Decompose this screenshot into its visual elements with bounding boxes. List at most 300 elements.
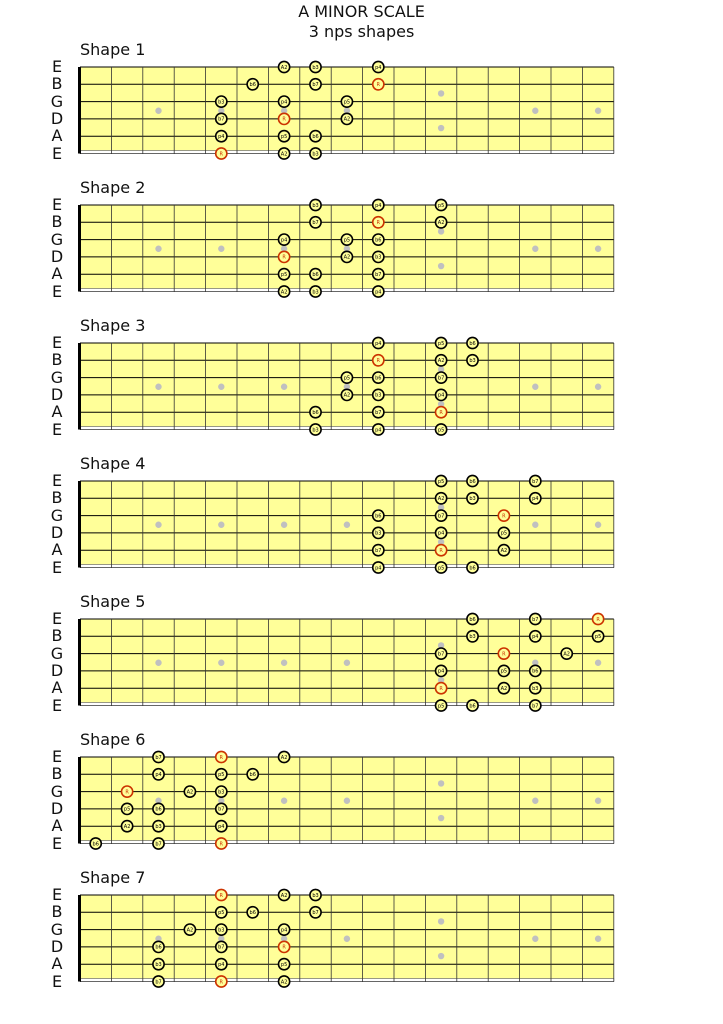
note-label: p4 — [375, 427, 382, 434]
note-label: b3 — [312, 64, 319, 71]
note-label: p4 — [375, 565, 382, 572]
note-marker — [341, 372, 352, 383]
note-marker — [279, 61, 290, 72]
inlay-dot — [155, 246, 161, 252]
note-marker — [436, 337, 447, 348]
string-label: A — [51, 264, 63, 284]
fretboard-edge — [80, 289, 614, 292]
inlay-dot — [532, 936, 538, 942]
nut — [78, 343, 81, 430]
string-label: E — [51, 281, 63, 301]
note-label: b6 — [469, 703, 476, 710]
note-marker — [373, 389, 384, 400]
note-label: b7 — [437, 651, 445, 658]
note-label: b3 — [469, 634, 476, 641]
note-label: R — [125, 789, 129, 796]
string-label: G — [50, 919, 64, 939]
note-label: p4 — [280, 237, 288, 244]
note-marker — [341, 96, 352, 107]
string-label: D — [50, 384, 64, 404]
note-marker — [373, 372, 384, 383]
note-marker — [498, 683, 509, 694]
note-label: A2 — [437, 220, 445, 227]
note-label: A2 — [186, 927, 194, 934]
note-marker — [373, 562, 384, 573]
note-marker — [436, 355, 447, 366]
note-marker — [436, 493, 447, 504]
note-marker — [247, 79, 258, 90]
note-marker — [184, 786, 195, 797]
note-label: A2 — [280, 754, 288, 761]
note-label: b7 — [375, 548, 382, 554]
note-label: R — [219, 979, 224, 986]
note-marker — [467, 355, 478, 366]
note-marker — [341, 113, 352, 124]
string-label: B — [51, 74, 63, 94]
inlay-dot — [438, 228, 444, 234]
string-label: D — [50, 936, 64, 956]
string-label: E — [51, 143, 63, 163]
fretboard-shape-1 — [78, 61, 614, 159]
note-label: R — [282, 944, 286, 951]
root-note-marker — [593, 613, 604, 624]
note-label: b7 — [155, 754, 162, 761]
inlay-dot — [532, 798, 538, 804]
note-label: p5 — [218, 772, 225, 779]
note-marker — [310, 907, 321, 918]
note-label: b3 — [312, 202, 319, 209]
note-marker — [467, 337, 478, 348]
note-marker — [373, 251, 384, 262]
note-marker — [153, 941, 164, 952]
note-label: p4 — [218, 824, 225, 830]
note-marker — [216, 959, 227, 970]
inlay-dot — [595, 108, 601, 114]
note-marker — [216, 113, 227, 124]
note-label: b3 — [155, 962, 162, 968]
note-marker — [341, 251, 352, 262]
string-label: D — [50, 108, 64, 128]
note-label: b6 — [249, 910, 256, 917]
note-label: R — [376, 82, 381, 89]
note-label: p4 — [218, 134, 225, 140]
note-label: p5 — [343, 99, 351, 106]
note-label: p5 — [437, 340, 445, 347]
note-marker — [530, 665, 541, 676]
string-label: E — [51, 57, 63, 76]
note-label: R — [502, 513, 506, 520]
string-label: G — [50, 367, 64, 387]
note-marker — [498, 527, 509, 538]
note-marker — [310, 199, 321, 210]
note-marker — [216, 96, 227, 107]
shape-title: Shape 5 — [80, 592, 146, 611]
root-note-marker — [498, 648, 509, 659]
note-label: b3 — [218, 927, 225, 934]
note-marker — [310, 148, 321, 159]
note-label: b7 — [218, 116, 225, 123]
note-marker — [436, 372, 447, 383]
note-label: p5 — [437, 703, 445, 710]
inlay-dot — [595, 384, 601, 390]
note-marker — [122, 803, 133, 814]
note-marker — [153, 976, 164, 987]
note-marker — [593, 631, 604, 642]
note-label: p5 — [280, 962, 288, 968]
note-marker — [467, 493, 478, 504]
note-marker — [310, 407, 321, 418]
note-label: b7 — [312, 82, 319, 89]
note-label: b6 — [92, 841, 99, 848]
inlay-dot — [281, 660, 287, 666]
string-label: G — [50, 91, 64, 111]
note-label: b6 — [155, 944, 162, 951]
note-label: b3 — [375, 530, 382, 537]
shape-title: Shape 3 — [80, 316, 146, 335]
inlay-dot — [438, 263, 444, 269]
fretboard-shape-3 — [78, 337, 614, 435]
note-marker — [310, 131, 321, 142]
note-marker — [373, 527, 384, 538]
string-label: D — [50, 798, 64, 818]
inlay-dot — [344, 936, 350, 942]
note-label: p5 — [437, 427, 445, 434]
string-label: D — [50, 246, 64, 266]
note-label: b3 — [469, 358, 476, 365]
note-label: p4 — [437, 530, 445, 537]
note-marker — [310, 269, 321, 280]
note-label: b7 — [155, 841, 162, 848]
note-label: p4 — [532, 634, 539, 641]
string-label: A — [51, 540, 63, 560]
note-marker — [279, 131, 290, 142]
string-label: E — [51, 419, 63, 439]
note-label: R — [219, 754, 224, 761]
note-marker — [310, 61, 321, 72]
note-label: b7 — [218, 806, 225, 813]
string-label: E — [51, 195, 63, 214]
inlay-dot — [532, 108, 538, 114]
note-marker — [373, 199, 384, 210]
inlay-dot — [281, 522, 287, 528]
note-label: p5 — [343, 375, 351, 382]
note-label: b7 — [532, 703, 539, 710]
shape-title: Shape 4 — [80, 454, 146, 473]
note-label: A2 — [280, 64, 288, 71]
note-marker — [373, 286, 384, 297]
note-label: R — [219, 892, 224, 899]
note-label: p5 — [280, 134, 288, 140]
inlay-dot — [218, 246, 224, 252]
note-label: b6 — [469, 478, 476, 485]
note-label: A2 — [186, 789, 194, 796]
note-label: b3 — [218, 789, 225, 796]
inlay-dot — [155, 384, 161, 390]
note-marker — [279, 976, 290, 987]
inlay-dot — [344, 660, 350, 666]
page-subtitle: 3 nps shapes — [308, 22, 415, 41]
note-label: A2 — [343, 254, 351, 261]
fretboard-edge — [80, 565, 614, 568]
inlay-dot — [595, 246, 601, 252]
inlay-dot — [532, 384, 538, 390]
string-label: E — [51, 971, 63, 991]
note-marker — [436, 424, 447, 435]
note-label: b7 — [375, 410, 382, 416]
string-label: E — [51, 747, 63, 766]
string-label: B — [51, 626, 63, 646]
note-marker — [436, 389, 447, 400]
note-label: p4 — [375, 64, 382, 71]
note-marker — [216, 924, 227, 935]
note-label: A2 — [280, 151, 288, 158]
note-label: p4 — [437, 668, 445, 675]
root-note-marker — [373, 355, 384, 366]
note-marker — [310, 286, 321, 297]
note-marker — [279, 148, 290, 159]
note-label: b6 — [312, 134, 319, 140]
string-label: B — [51, 902, 63, 922]
string-label: B — [51, 764, 63, 784]
note-label: b6 — [312, 272, 319, 278]
note-label: p4 — [375, 202, 382, 209]
note-label: p4 — [218, 962, 225, 968]
note-marker — [373, 234, 384, 245]
note-label: b7 — [437, 375, 445, 382]
note-marker — [373, 424, 384, 435]
note-label: b7 — [532, 478, 539, 485]
note-label: b7 — [312, 220, 319, 227]
string-label: D — [50, 522, 64, 542]
note-label: R — [596, 616, 600, 623]
note-marker — [216, 803, 227, 814]
note-label: p4 — [375, 289, 382, 296]
note-marker — [467, 562, 478, 573]
string-label: E — [51, 471, 63, 490]
note-marker — [341, 389, 352, 400]
note-label: b3 — [532, 686, 539, 692]
note-marker — [530, 475, 541, 486]
note-marker — [373, 269, 384, 280]
note-marker — [373, 337, 384, 348]
note-marker — [279, 959, 290, 970]
note-marker — [279, 924, 290, 935]
note-label: p5 — [500, 668, 508, 675]
note-label: b3 — [375, 254, 382, 261]
nut — [78, 757, 81, 844]
note-label: p5 — [437, 202, 445, 209]
inlay-dot — [218, 384, 224, 390]
note-label: b7 — [437, 513, 445, 520]
string-label: A — [51, 402, 63, 422]
shape-title: Shape 2 — [80, 178, 146, 197]
note-label: b3 — [218, 99, 225, 106]
note-marker — [216, 941, 227, 952]
nut — [78, 481, 81, 568]
note-label: p4 — [375, 340, 382, 347]
nut — [78, 619, 81, 706]
note-label: b6 — [249, 82, 256, 89]
note-label: A2 — [280, 892, 288, 899]
note-marker — [153, 751, 164, 762]
note-marker — [247, 907, 258, 918]
string-label: E — [51, 695, 63, 715]
note-label: p4 — [532, 496, 539, 503]
note-label: b6 — [249, 772, 256, 779]
root-note-marker — [436, 407, 447, 418]
note-label: b6 — [312, 410, 319, 416]
string-label: B — [51, 488, 63, 508]
note-label: p4 — [155, 772, 162, 779]
note-marker — [436, 475, 447, 486]
root-note-marker — [498, 510, 509, 521]
note-marker — [153, 838, 164, 849]
note-marker — [373, 61, 384, 72]
inlay-dot — [438, 90, 444, 96]
note-marker — [498, 545, 509, 556]
inlay-dot — [595, 660, 601, 666]
note-marker — [216, 131, 227, 142]
note-label: A2 — [280, 979, 288, 986]
note-label: A2 — [563, 651, 571, 658]
note-label: R — [282, 254, 286, 261]
inlay-dot — [281, 384, 287, 390]
note-label: b3 — [155, 824, 162, 830]
string-label: G — [50, 229, 64, 249]
inlay-dot — [344, 798, 350, 804]
note-label: R — [282, 116, 286, 123]
root-note-marker — [279, 251, 290, 262]
root-note-marker — [216, 838, 227, 849]
nut — [78, 205, 81, 292]
inlay-dot — [218, 522, 224, 528]
note-label: b3 — [312, 151, 319, 158]
note-label: b6 — [155, 806, 162, 813]
note-marker — [310, 424, 321, 435]
note-label: R — [376, 358, 381, 365]
inlay-dot — [155, 660, 161, 666]
note-label: A2 — [343, 392, 351, 399]
note-label: R — [439, 548, 443, 554]
inlay-dot — [595, 522, 601, 528]
note-marker — [216, 907, 227, 918]
note-label: A2 — [123, 824, 131, 830]
inlay-dot — [438, 918, 444, 924]
note-label: b3 — [312, 289, 319, 296]
nut — [78, 895, 81, 982]
root-note-marker — [279, 113, 290, 124]
inlay-dot — [438, 953, 444, 959]
note-marker — [436, 648, 447, 659]
inlay-dot — [438, 780, 444, 786]
note-marker — [216, 821, 227, 832]
note-label: p4 — [280, 927, 288, 934]
note-label: b7 — [155, 979, 162, 986]
note-label: b6 — [375, 375, 382, 382]
note-label: b7 — [532, 616, 539, 623]
fretboard-edge — [80, 151, 614, 154]
note-marker — [216, 786, 227, 797]
note-marker — [561, 648, 572, 659]
page-title: A MINOR SCALE — [298, 2, 425, 21]
note-marker — [279, 286, 290, 297]
root-note-marker — [216, 148, 227, 159]
inlay-dot — [438, 125, 444, 131]
note-marker — [436, 665, 447, 676]
note-marker — [436, 510, 447, 521]
inlay-dot — [344, 522, 350, 528]
note-label: b7 — [375, 272, 382, 278]
string-label: E — [51, 333, 63, 352]
string-label: A — [51, 816, 63, 836]
note-label: p5 — [280, 272, 288, 278]
note-label: p5 — [343, 237, 351, 244]
note-marker — [279, 96, 290, 107]
note-marker — [467, 613, 478, 624]
shape-title: Shape 6 — [80, 730, 146, 749]
note-label: A2 — [280, 289, 288, 296]
string-label: A — [51, 678, 63, 698]
note-marker — [436, 700, 447, 711]
note-label: A2 — [437, 358, 445, 365]
inlay-dot — [281, 798, 287, 804]
nut — [78, 67, 81, 154]
note-label: p5 — [594, 634, 602, 641]
root-note-marker — [373, 79, 384, 90]
note-label: p4 — [280, 99, 288, 106]
note-label: b6 — [375, 237, 382, 244]
note-label: R — [502, 651, 506, 658]
fretboard-shape-7 — [78, 889, 614, 987]
root-note-marker — [279, 941, 290, 952]
note-marker — [436, 562, 447, 573]
note-label: R — [439, 410, 443, 416]
string-label: A — [51, 126, 63, 146]
string-label: A — [51, 954, 63, 974]
note-marker — [153, 821, 164, 832]
inlay-dot — [595, 936, 601, 942]
note-marker — [279, 269, 290, 280]
note-label: p5 — [500, 530, 508, 537]
note-marker — [436, 199, 447, 210]
note-marker — [530, 613, 541, 624]
note-label: R — [439, 686, 443, 692]
inlay-dot — [155, 108, 161, 114]
inlay-dot — [595, 798, 601, 804]
note-marker — [216, 769, 227, 780]
note-marker — [310, 217, 321, 228]
string-label: B — [51, 212, 63, 232]
note-label: b6 — [532, 668, 539, 675]
note-marker — [530, 493, 541, 504]
note-marker — [153, 769, 164, 780]
note-marker — [436, 527, 447, 538]
string-label: G — [50, 505, 64, 525]
note-label: p5 — [218, 910, 225, 917]
inlay-dot — [532, 246, 538, 252]
root-note-marker — [216, 889, 227, 900]
string-label: E — [51, 609, 63, 628]
note-marker — [373, 510, 384, 521]
inlay-dot — [218, 660, 224, 666]
fretboard-edge — [80, 427, 614, 430]
note-label: b6 — [469, 616, 476, 623]
note-marker — [530, 631, 541, 642]
note-label: b6 — [375, 513, 382, 520]
note-label: p5 — [437, 565, 445, 572]
note-label: p5 — [123, 806, 131, 813]
inlay-dot — [532, 522, 538, 528]
